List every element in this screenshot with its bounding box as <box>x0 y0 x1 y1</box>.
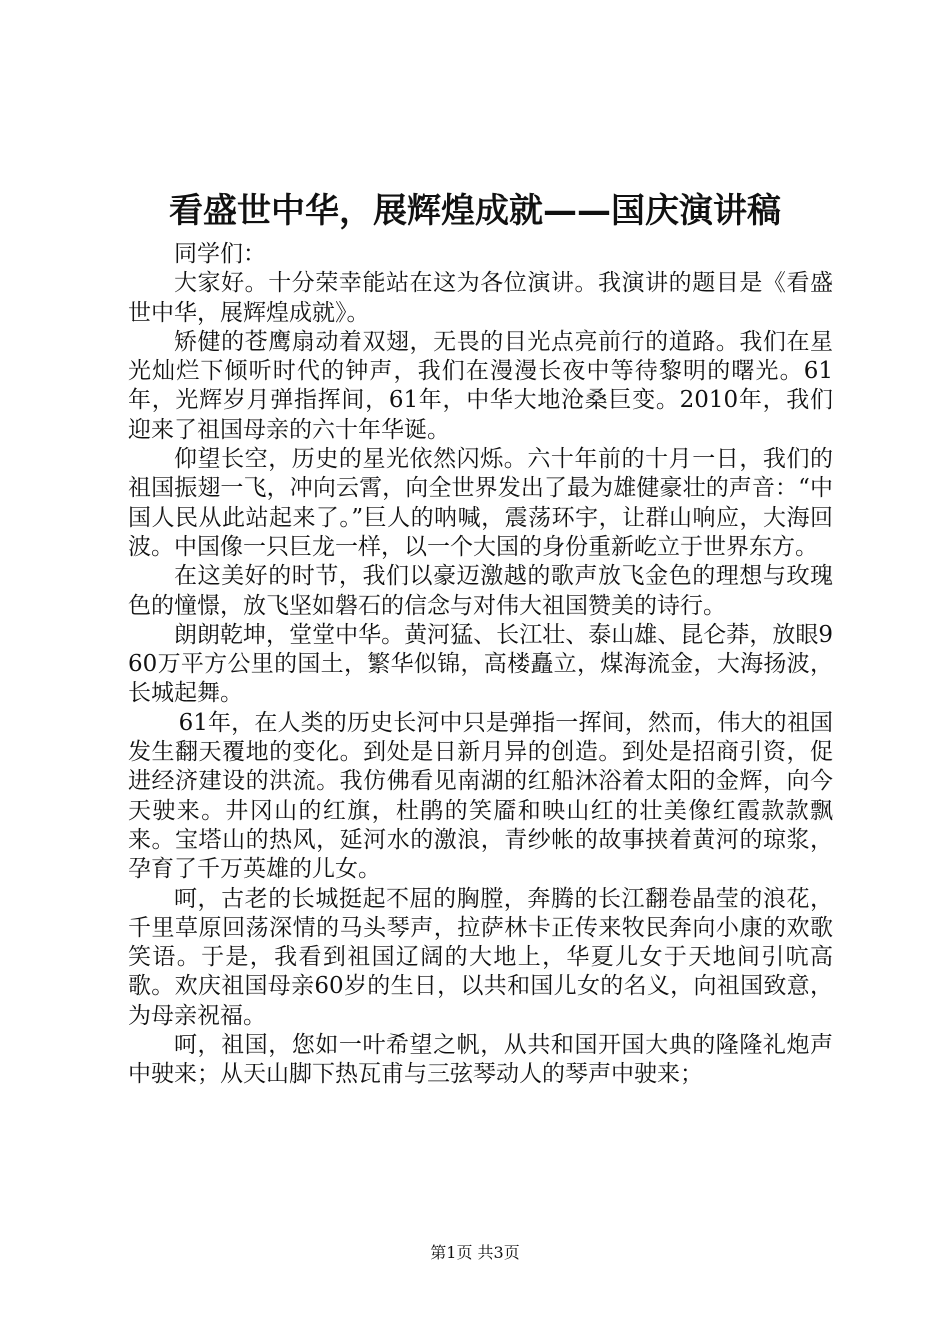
paragraph-5: 朗朗乾坤，堂堂中华。黄河猛、长江壮、泰山雄、昆仑莽，放眼960万平方公里的国土，繁华似锦，高楼矗立，煤海流金，大海扬波，长城起舞。 <box>128 621 833 707</box>
document-body <box>128 240 833 1090</box>
paragraph-greeting: 同学们： <box>174 241 266 267</box>
paragraph-3: 仰望长空，历史的星光依然闪烁。六十年前的十月一日，我们的祖国振翅一飞，冲向云霄，向全世界发出了最为雄健豪壮的声音：“中国人民从此站起来了。”巨人的呐喊，震荡环宇，让群山响应，大海回波。中国像一只巨龙一样，以一个大国的身份重新屹立于世界东方。 <box>128 446 833 560</box>
paragraph-6: 61年，在人类的历史长河中只是弹指一挥间，然而，伟大的祖国发生翻天覆地的变化。到处是日新月异的创造。到处是招商引资，促进经济建设的洪流。我仿佛看见南湖的红船沐浴着太阳的金辉，向今天驶来。井冈山的红旗，杜鹃的笑靥和映山红的壮美像红霞款款飘来。宝塔山的热风，延河水的激浪，青纱帐的故事挟着黄河的琼浆，孕育了千万英雄的儿女。 <box>128 709 833 883</box>
page-footer: 第1页 共3页 <box>430 1243 520 1262</box>
paragraph-8: 呵，祖国，您如一叶希望之帆，从共和国开国大典的隆隆礼炮声中驶来；从天山脚下热瓦甫与三弦琴动人的琴声中驶来； <box>128 1032 833 1088</box>
paragraph-7: 呵，古老的长城挺起不屈的胸膛，奔腾的长江翻卷晶莹的浪花，千里草原回荡深情的马头琴声，拉萨林卡正传来牧民奔向小康的欢歌笑语。于是，我看到祖国辽阔的大地上，华夏儿女于天地间引吭高歌。欢庆祖国母亲60岁的生日，以共和国儿女的名义，向祖国致意，为母亲祝福。 <box>128 885 833 1029</box>
paragraph-2: 矫健的苍鹰扇动着双翅，无畏的目光点亮前行的道路。我们在星光灿烂下倾听时代的钟声，我们在漫漫长夜中等待黎明的曙光。61年，光辉岁月弹指挥间，61年，中华大地沧桑巨变。2010年，我们迎来了祖国母亲的六十年华诞。 <box>128 328 833 443</box>
paragraph-4: 在这美好的时节，我们以豪迈激越的歌声放飞金色的理想与玫瑰色的憧憬，放飞坚如磐石的信念与对伟大祖国赞美的诗行。 <box>128 563 833 619</box>
document-title: 看盛世中华，展辉煌成就——国庆演讲稿 <box>169 191 781 231</box>
paragraph-1: 大家好。十分荣幸能站在这为各位演讲。我演讲的题目是《看盛世中华，展辉煌成就》。 <box>128 270 833 326</box>
